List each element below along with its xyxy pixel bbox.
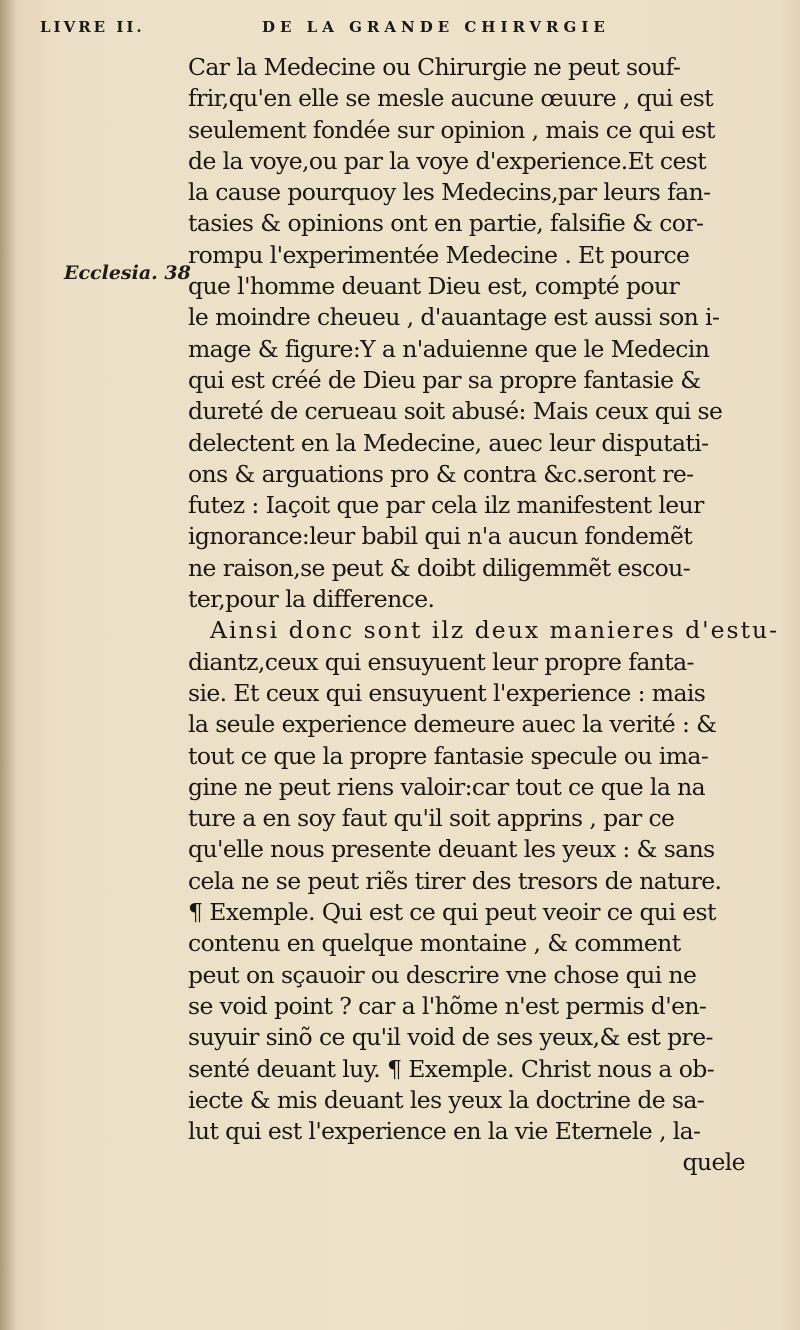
text-line: sie. Et ceux qui ensuyuent l'experience : mais xyxy=(188,678,706,707)
text-line: ons & arguations pro & contra &c.seront re- xyxy=(188,459,694,488)
text-line: tasies & opinions ont en partie, falsifie & cor- xyxy=(188,209,704,238)
text-line: seulement fondée sur opinion , mais ce qui est xyxy=(188,115,715,144)
text-line: le moindre cheueu , d'auantage est aussi son i- xyxy=(188,303,720,332)
text-line: la seule experience demeure auec la verité : & xyxy=(188,710,717,739)
body-text xyxy=(188,52,780,1179)
text-line: cela ne se peut riẽs tirer des tresors de nature. xyxy=(188,866,722,895)
text-line: ¶ Exemple. Qui est ce qui peut veoir ce qui est xyxy=(188,898,716,927)
text-line: que l'homme deuant Dieu est, compté pour xyxy=(188,272,680,301)
text-line: tout ce que la propre fantasie specule ou ima- xyxy=(188,741,709,770)
text-line: futez : Iaçoit que par cela ilz manifestent leur xyxy=(188,491,704,520)
text-line: qui est créé de Dieu par sa propre fantasie & xyxy=(188,365,701,394)
gutter-shadow xyxy=(0,0,16,1330)
text-line: dureté de cerueau soit abusé: Mais ceux qui se xyxy=(188,397,723,426)
margin-note: Ecclesia. 38 xyxy=(64,262,191,284)
text-line: peut on sçauoir ou descrire vne chose qui ne xyxy=(188,960,697,989)
text-line: ignorance:leur babil qui n'a aucun fondemẽt xyxy=(188,522,693,551)
text-line: senté deuant luy. ¶ Exemple. Christ nous a ob- xyxy=(188,1054,715,1083)
text-line: ter,pour la difference. xyxy=(188,585,435,614)
text-line: ne raison,se peut & doibt diligemmẽt escou- xyxy=(188,553,691,582)
paragraph-start-line: Ainsi donc sont ilz deux manieres d'estu- xyxy=(210,616,780,645)
text-line: ture a en soy faut qu'il soit apprins , par ce xyxy=(188,804,675,833)
text-line: delectent en la Medecine, auec leur disputati- xyxy=(188,428,709,457)
text-line: Car la Medecine ou Chirurgie ne peut souf- xyxy=(188,53,681,81)
text-line: rompu l'experimentée Medecine . Et pource xyxy=(188,240,690,269)
text-line: mage & figure:Y a n'aduienne que le Medecin xyxy=(188,334,710,363)
text-line: contenu en quelque montaine , & comment xyxy=(188,929,681,958)
text-line: iecte & mis deuant les yeux la doctrine de sa- xyxy=(188,1085,705,1114)
text-line: frir,qu'en elle se mesle aucune œuure , qui est xyxy=(188,84,714,113)
text-line: de la voye,ou par la voye d'experience.Et cest xyxy=(188,146,707,175)
text-line: gine ne peut riens valoir:car tout ce que la na xyxy=(188,772,706,801)
running-head-title: DE LA GRANDE CHIRVRGIE xyxy=(262,18,610,36)
text-line: la cause pourquoy les Medecins,par leurs fan- xyxy=(188,178,711,207)
catchword-line: quele xyxy=(682,1148,745,1177)
text-line: lut qui est l'experience en la vie Eternele , la- xyxy=(188,1117,701,1146)
text-line: qu'elle nous presente deuant les yeux : & sans xyxy=(188,835,715,864)
running-header xyxy=(40,18,780,48)
running-head-book: LIVRE II. xyxy=(40,18,145,36)
text-line: suyuir sinõ ce qu'il void de ses yeux,& est pre- xyxy=(188,1023,713,1052)
text-line: se void point ? car a l'hõme n'est permis d'en- xyxy=(188,991,707,1020)
text-line: diantz,ceux qui ensuyuent leur propre fanta- xyxy=(188,647,694,676)
